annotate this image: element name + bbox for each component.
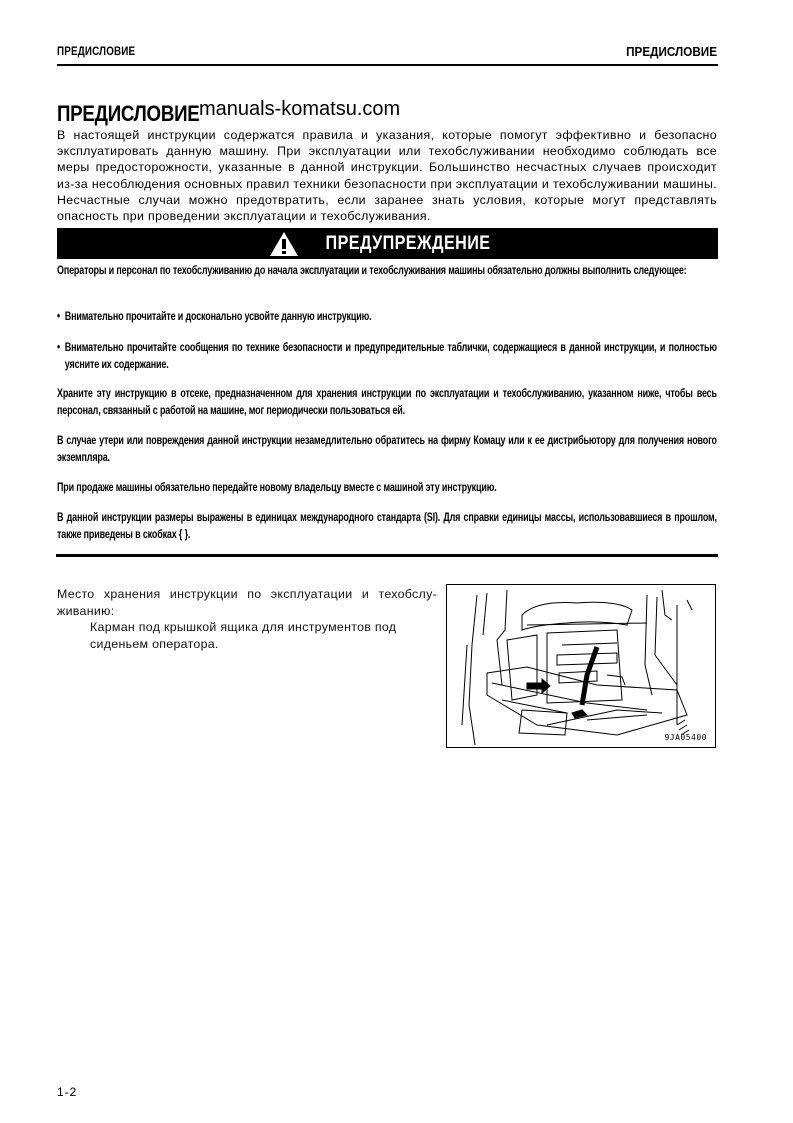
warning-paragraph: Храните эту инструкцию в отсеке, предназначенном для хранения инструкции по эксплуатации и техобслуживанию, указанном ниже, чтобы весь персонал, связанный с работой на машине, мог периодически пользоваться ей. xyxy=(57,388,717,417)
storage-label: Место хранения инструкции по эксплуатации и техобслу-живанию: xyxy=(57,587,437,618)
bullet-icon: • xyxy=(57,311,60,323)
intro-paragraph: В настоящей инструкции содержатся правила и указания, которые помогут эффективно и безопасно эксплуатировать данную машину. При эксплуатации или техобслуживании необходимо соблюдать все меры предосторожности, указанные в данной инструкции. Большинство несчастных случаев происходит из-за несоблюдения основных правил техники безопасности при эксплуатации и техобслуживании машины. Несчастные случаи можно предотвратить, если заранее знать условия, которые могут представлять опасность при проведении эксплуатации и техобслуживания. xyxy=(57,128,717,224)
warning-bullet xyxy=(57,309,717,326)
warning-paragraph: В данной инструкции размеры выражены в единицах международного стандарта (SI). Для справки единицы массы, использовавшиеся в прошлом, также приведены в скобках { }. xyxy=(57,512,717,541)
figure-storage-location xyxy=(446,584,716,748)
warning-lead: Операторы и персонал по техобслуживанию до начала эксплуатации и техобслуживания машины обязательно должны выполнить следующее: xyxy=(57,265,687,277)
running-header-right: ПРЕДИСЛОВИЕ xyxy=(626,44,717,59)
bullet-text: Внимательно прочитайте и досконально усвойте данную инструкцию. xyxy=(64,311,372,323)
bullet-icon: • xyxy=(57,342,60,354)
warning-end-divider xyxy=(56,554,718,557)
figure-id: 9JA05400 xyxy=(664,733,707,742)
section-title: ПРЕДИСЛОВИЕ xyxy=(57,101,200,126)
warning-triangle-icon xyxy=(269,231,299,257)
warning-paragraph: В случае утери или повреждения данной инструкции незамедлительно обратитесь на фирму Комацу или к ее дистрибьютору для получения нового экземпляра. xyxy=(57,435,717,464)
page-number: 1-2 xyxy=(57,1085,78,1099)
storage-info xyxy=(57,586,437,652)
storage-location: Карман под крышкой ящика для инструментов под сиденьем оператора. xyxy=(90,620,397,651)
warning-label: ПРЕДУПРЕЖДЕНИЕ xyxy=(326,232,491,254)
watermark-text: manuals-komatsu.com xyxy=(199,98,401,120)
running-header-left: ПРЕДИСЛОВИЕ xyxy=(57,44,136,58)
warning-paragraph: При продаже машины обязательно передайте новому владельцу вместе с машиной эту инструкцию. xyxy=(57,482,497,494)
warning-bullet xyxy=(57,340,717,373)
header-divider xyxy=(57,64,718,66)
bullet-text: Внимательно прочитайте сообщения по технике безопасности и предупредительные таблички, содержащиеся в данной инструкции, и полностью уясните их содержание. xyxy=(64,342,717,371)
warning-banner xyxy=(57,228,718,259)
machine-seat-toolbox-illustration xyxy=(447,585,716,748)
